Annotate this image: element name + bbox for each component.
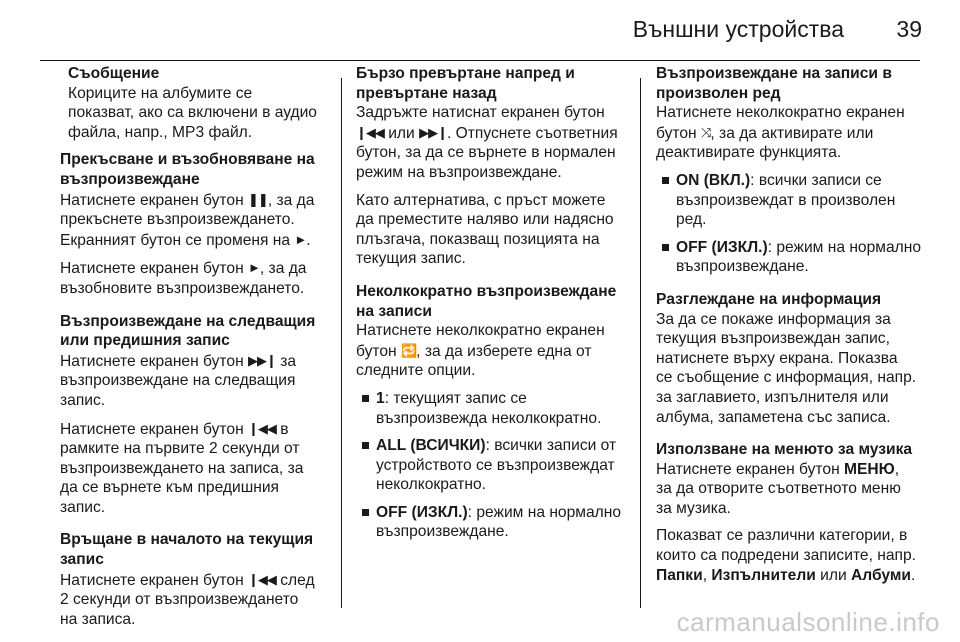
note-title: Съобщение	[68, 65, 160, 82]
text: възпроизвеждат в произволен	[676, 191, 896, 209]
text: на записа.	[60, 610, 136, 628]
text: за да отворите съответното меню	[656, 480, 901, 498]
section-shuffle	[656, 64, 924, 277]
column-divider-2	[640, 78, 641, 608]
paragraph	[60, 419, 328, 518]
watermark: carmanualsonline.info	[676, 607, 940, 637]
text: 2 секунди от възпроизвеждането	[60, 591, 299, 609]
section-heading: на записи	[356, 302, 432, 320]
note-box	[60, 64, 328, 142]
text: Натиснете екранен бутон	[60, 420, 249, 438]
list-item	[656, 171, 924, 230]
section-pause	[60, 150, 328, 298]
text: Натиснете екранен бутон	[60, 571, 249, 589]
column-2	[356, 64, 626, 555]
paragraph	[656, 460, 924, 519]
option-label: OFF (ИЗКЛ.)	[376, 503, 468, 521]
text: бутон, за да се върнете в нормален	[356, 144, 616, 162]
text: или	[815, 566, 852, 584]
play-icon: ►	[294, 231, 307, 247]
section-heading: Връщане в началото на текущия	[60, 531, 314, 549]
column-1	[60, 64, 328, 642]
text: да преместите наляво или надясно	[356, 211, 614, 229]
text: режим на възпроизвеждане.	[356, 163, 562, 181]
paragraph	[60, 258, 328, 298]
text: .	[306, 231, 311, 249]
previous-track-icon: ❙◀◀	[248, 420, 276, 436]
text: възобновите възпроизвеждането.	[60, 279, 305, 297]
text: албума, запаметена със записа.	[656, 408, 891, 426]
text: ,	[702, 566, 712, 584]
text: Показват се различни категории, в	[656, 527, 908, 545]
text: възпроизвеждането на записа, за	[60, 459, 304, 477]
option-label: OFF (ИЗКЛ.)	[676, 238, 768, 256]
text: възпроизвеждане.	[376, 523, 509, 541]
section-heading: запис	[60, 551, 104, 569]
text: Натиснете неколкократно екранен	[356, 322, 605, 340]
text: неколкократно.	[376, 476, 486, 494]
list-item	[356, 503, 626, 542]
page-header	[0, 0, 960, 60]
section-heading: Бързо превъртане напред и	[356, 65, 575, 82]
text: възпроизвеждане на следващия	[60, 372, 296, 390]
header-rule	[40, 60, 920, 61]
paragraph	[656, 103, 924, 163]
page-number: 39	[896, 16, 922, 42]
section-heading: Прекъсване и възобновяване на	[60, 151, 315, 169]
section-heading: или предишния запис	[60, 332, 230, 350]
text: Натиснете екранен бутон	[656, 460, 845, 478]
text: : текущият запис се	[384, 389, 527, 407]
text: Натиснете неколкократно екранен	[656, 104, 905, 122]
shuffle-icon: ⤨	[700, 124, 711, 140]
previous-track-icon: ❙◀◀	[356, 124, 384, 140]
text: рамките на първите 2 секунди от	[60, 440, 300, 458]
paragraph	[60, 570, 328, 630]
text: . Отпуснете съответния	[446, 124, 618, 142]
text: или	[383, 124, 420, 142]
section-heading: Възпроизвеждане на записи в	[656, 65, 892, 82]
play-icon: ►	[248, 260, 260, 276]
text: да се върнете към предишния	[60, 479, 279, 497]
text: : всички записи от	[485, 437, 617, 455]
text: : режим на нормално	[767, 238, 922, 256]
text: , за да	[259, 260, 307, 278]
text: За да се покаже информация за	[656, 310, 891, 328]
option-label: ALL (ВСИЧКИ)	[376, 437, 486, 455]
text: които са подредени записите, напр.	[656, 547, 916, 565]
category-albums: Албуми	[851, 566, 912, 584]
text: прекъснете възпроизвеждането.	[60, 211, 295, 229]
text: за заглавието, изпълнителя или	[656, 388, 889, 406]
text: след	[275, 571, 315, 589]
section-heading: Неколкократно възпроизвеждане	[356, 282, 617, 300]
list-item	[356, 389, 626, 428]
text: Натиснете екранен бутон	[60, 352, 249, 370]
text: Като алтернатива, с пръст можете	[356, 191, 606, 209]
text: .	[911, 566, 916, 584]
text: текущия запис.	[356, 250, 466, 268]
text: : всички записи се	[750, 171, 882, 189]
section-heading: възпроизвеждане	[60, 170, 200, 188]
section-next-prev	[60, 312, 328, 518]
text: се съобщение с информация, напр.	[656, 369, 917, 387]
category-artists: Изпълнители	[711, 566, 816, 584]
text: Задръжте натиснат екранен бутон	[356, 104, 605, 122]
text: ,	[894, 460, 900, 478]
paragraph	[656, 526, 924, 585]
text: плъзгача, показващ позицията на	[356, 230, 600, 248]
next-track-icon: ▶▶❙	[248, 352, 276, 368]
text: , за да	[267, 191, 315, 209]
next-track-icon: ▶▶❙	[419, 124, 447, 140]
column-divider-1	[341, 78, 342, 608]
section-heading: превъртане назад	[356, 84, 497, 102]
paragraph	[60, 351, 328, 411]
text: бутон	[656, 124, 701, 142]
text: ред.	[676, 211, 707, 229]
text: Натиснете екранен бутон	[60, 191, 249, 209]
section-heading: Разглеждане на информация	[656, 290, 882, 308]
text: деактивирате функцията.	[656, 144, 842, 162]
text: в	[275, 420, 289, 438]
note-line: Кориците на албумите се	[68, 84, 253, 102]
pause-icon: ❚❚	[248, 191, 268, 207]
paragraph	[60, 190, 328, 251]
text: натиснете върху екрана. Показва	[656, 349, 898, 367]
text: : режим на нормално	[467, 503, 622, 521]
text: устройството се възпроизвеждат	[376, 456, 615, 474]
header-title: Външни устройства	[632, 16, 844, 42]
paragraph	[356, 103, 626, 182]
text: следните опции.	[356, 362, 476, 380]
column-3	[656, 64, 924, 598]
list-item	[356, 436, 626, 495]
text: , за да активирате или	[710, 124, 874, 142]
text: възпроизвежда неколкократно.	[376, 409, 602, 427]
text: възпроизвеждане.	[676, 258, 809, 276]
section-repeat	[356, 282, 626, 542]
note-line: файла, напр., MP3 файл.	[68, 123, 253, 141]
section-restart	[60, 530, 328, 629]
section-heading: Използване на менюто за музика	[656, 441, 913, 459]
list-item	[656, 238, 924, 277]
repeat-icon: 🔁	[400, 342, 417, 358]
menu-button-label: МЕНЮ	[844, 460, 895, 478]
option-label: 1	[376, 389, 385, 407]
option-label: ON (ВКЛ.)	[676, 171, 751, 189]
section-info	[656, 290, 924, 427]
text: за музика.	[656, 499, 731, 517]
text: Натиснете екранен бутон	[60, 260, 249, 278]
previous-track-icon: ❙◀◀	[248, 571, 276, 587]
text: запис.	[60, 391, 106, 409]
text: текущия възпроизвеждан запис,	[656, 330, 890, 348]
section-seek	[356, 64, 626, 269]
text: Екранният бутон се променя на	[60, 231, 295, 249]
text: , за да изберете една от	[416, 342, 592, 360]
note-line: показват, ако са включени в аудио	[68, 104, 317, 122]
text: за	[275, 352, 297, 370]
section-heading: Възпроизвеждане на следващия	[60, 312, 316, 330]
paragraph	[356, 191, 626, 269]
paragraph	[356, 321, 626, 381]
text: запис.	[60, 498, 106, 516]
category-folders: Папки	[656, 566, 703, 584]
section-heading: произволен ред	[656, 84, 781, 102]
paragraph	[656, 310, 924, 428]
section-menu	[656, 440, 924, 585]
text: бутон	[356, 342, 401, 360]
